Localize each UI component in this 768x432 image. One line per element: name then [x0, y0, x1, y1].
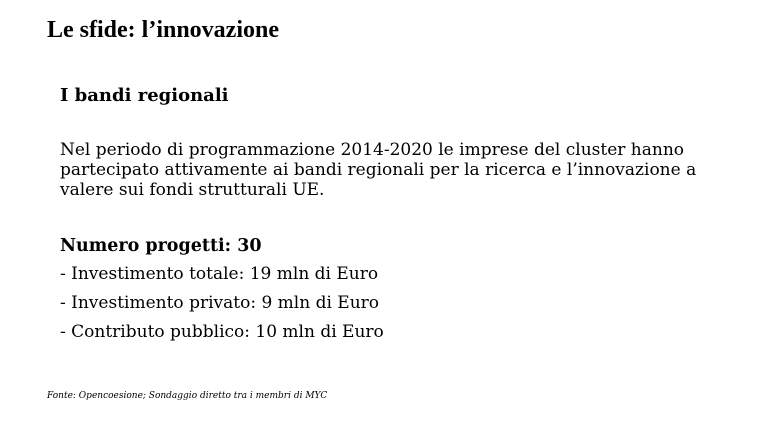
source-note: Fonte: Opencoesione; Sondaggio diretto tra i membri di MYC	[47, 391, 328, 401]
public-contribution-item: - Contributo pubblico: 10 mln di Euro	[60, 322, 384, 342]
slide-title: Le sfide: l’innovazione	[47, 17, 279, 43]
investment-list	[60, 260, 740, 347]
slide-content	[60, 84, 740, 347]
section-subheading: I bandi regionali	[60, 85, 229, 106]
investment-total-item: - Investimento totale: 19 mln di Euro	[60, 264, 379, 284]
investment-private-item: - Investimento privato: 9 mln di Euro	[60, 293, 380, 313]
body-paragraph: Nel periodo di programmazione 2014-2020 le imprese del cluster hanno partecipato attivamente ai bandi regionali per la ricerca e l’innovazione a valere sui fondi strutturali UE.	[60, 140, 697, 200]
projects-count: Numero progetti: 30	[60, 236, 262, 256]
